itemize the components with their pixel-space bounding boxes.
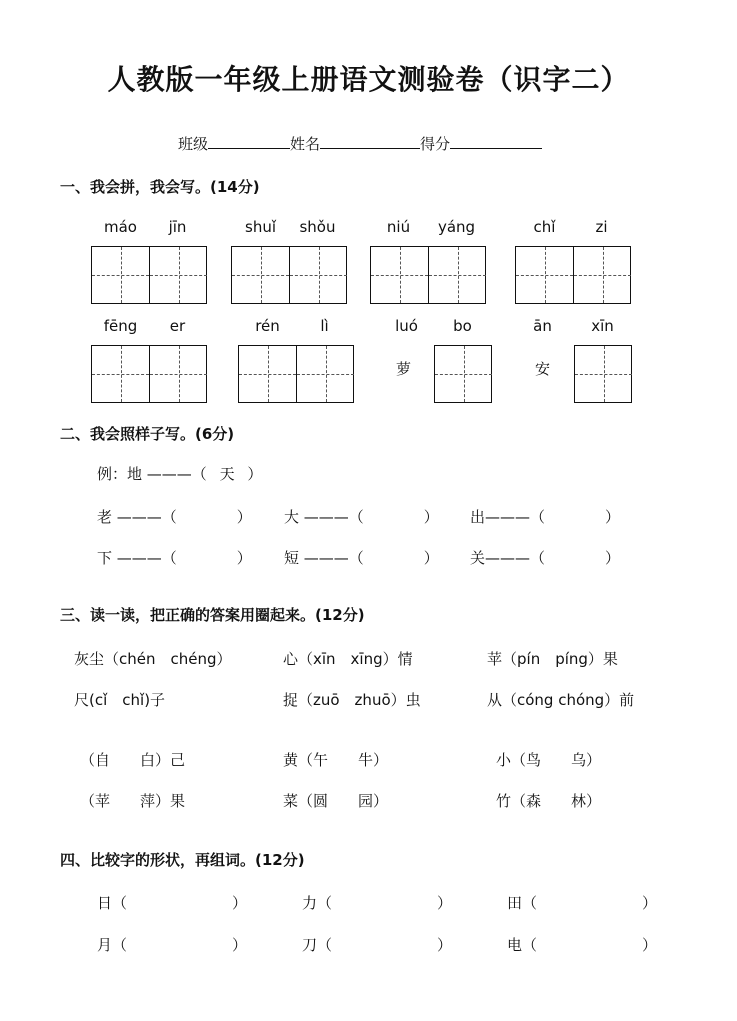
given-character: 安 [535,360,551,378]
choice-item[interactable]: （自 白）己 [80,751,186,769]
writing-grid[interactable] [91,246,207,304]
word-item[interactable]: 月（ ） [97,936,248,954]
antonym-item[interactable]: 老 ———（ ） [97,508,252,526]
pinyin: shǒu [299,218,336,236]
section-4-heading: 四、比较字的形状，再组词。(12分) [60,851,305,869]
page-title: 人教版一年级上册语文测验卷（识字二） [107,63,630,96]
choice-item[interactable]: 黄（午 牛） [283,751,389,769]
score-label: 得分 [420,135,451,153]
name-blank[interactable] [320,134,420,149]
section-3-heading: 三、读一读，把正确的答案用圈起来。(12分) [60,606,365,624]
pinyin: chǐ [533,218,556,236]
choice-item[interactable]: （苹 萍）果 [80,792,186,810]
pinyin: zi [595,218,608,236]
choice-item[interactable]: 尺(cǐ chǐ)子 [74,691,166,709]
word-item[interactable]: 日（ ） [97,894,248,912]
pinyin: lì [320,317,329,335]
choice-item[interactable]: 小（鸟 乌） [496,751,602,769]
writing-grid[interactable] [515,246,631,304]
choice-item[interactable]: 菜（圆 园） [283,792,389,810]
antonym-item[interactable]: 大 ———（ ） [284,508,439,526]
pinyin: er [169,317,186,335]
choice-item[interactable]: 灰尘（chén chéng） [74,650,232,668]
antonym-item[interactable]: 短 ———（ ） [284,549,439,567]
choice-item[interactable]: 苹（pín píng）果 [487,650,618,668]
class-label: 班级 [178,135,209,153]
antonym-item[interactable]: 下 ———（ ） [97,549,252,567]
pinyin: fēng [103,317,138,335]
word-item[interactable]: 田（ ） [507,894,658,912]
word-item[interactable]: 电（ ） [507,936,658,954]
given-character: 萝 [396,360,412,378]
example-line: 例：地 ———（ 天 ） [97,465,263,483]
pinyin: máo [104,218,137,236]
student-info-line [178,133,542,154]
name-label: 姓名 [290,135,321,153]
pinyin: bo [453,317,472,335]
score-blank[interactable] [450,134,542,149]
writing-grid[interactable] [231,246,347,304]
section-1-heading: 一、我会拼，我会写。(14分) [60,178,260,196]
dash: ———（ [146,465,207,483]
pinyin: xīn [591,317,614,335]
pinyin: rén [255,317,280,335]
section-2-heading: 二、我会照样子写。(6分) [60,425,235,443]
pinyin: shuǐ [245,218,276,236]
pinyin: jīn [168,218,187,236]
choice-item[interactable]: 从（cóng chóng）前 [487,691,635,709]
writing-grid[interactable] [91,345,207,403]
writing-grid[interactable] [370,246,486,304]
writing-grid[interactable] [434,345,492,403]
choice-item[interactable]: 竹（森 林） [496,792,602,810]
word-item[interactable]: 刀（ ） [302,936,453,954]
writing-grid[interactable] [574,345,632,403]
choice-item[interactable]: 捉（zuō zhuō）虫 [283,691,421,709]
antonym-item[interactable]: 关———（ ） [470,549,621,567]
pinyin: ān [533,317,552,335]
example-label: 例：地 [97,465,143,483]
antonym-item[interactable]: 出———（ ） [470,508,621,526]
example-answer: 天 [219,465,235,483]
choice-item[interactable]: 心（xīn xīng）情 [283,650,413,668]
pinyin: luó [395,317,418,335]
class-blank[interactable] [208,134,290,149]
pinyin: niú [386,218,411,236]
word-item[interactable]: 力（ ） [302,894,453,912]
writing-grid[interactable] [238,345,354,403]
pinyin: yáng [437,218,476,236]
